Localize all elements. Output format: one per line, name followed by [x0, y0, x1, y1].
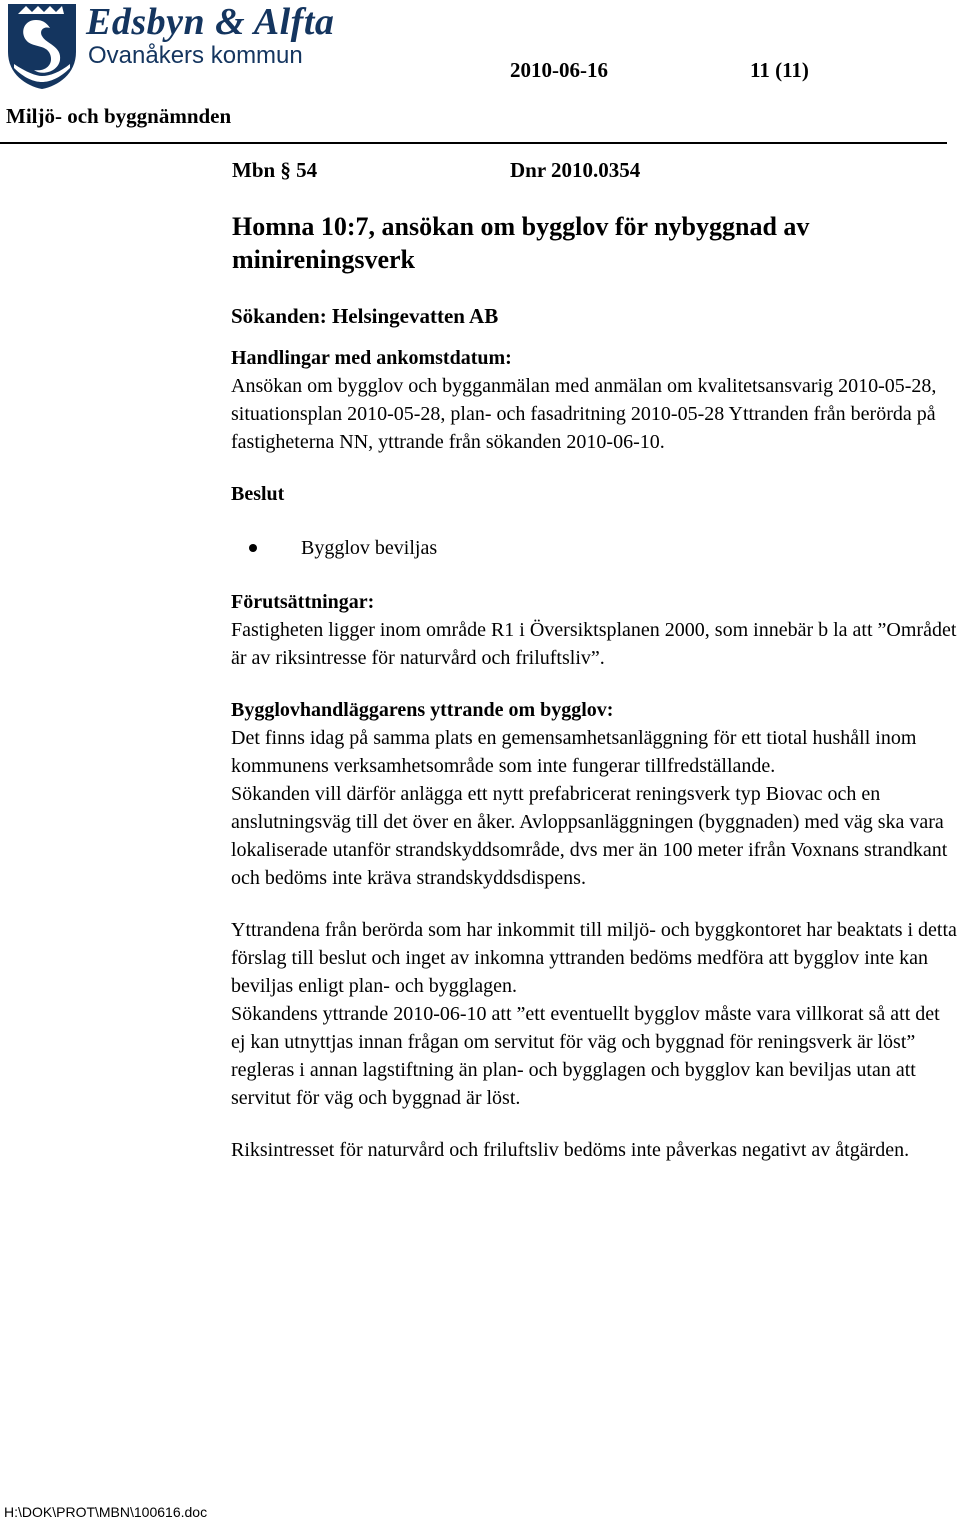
officer-paragraph-3: Yttrandena från berörda som har inkommit till miljö- och byggkontoret har beaktats i detta förslag till beslut och inget av inkomna yttranden bedöms medföra att bygglov inte kan beviljas enligt plan- och bygglagen. — [231, 919, 957, 997]
bullet-icon — [249, 544, 257, 552]
municipal-coat-of-arms-icon — [6, 2, 78, 90]
officer-heading: Bygglovhandläggarens yttrande om bygglov: — [231, 699, 614, 721]
decision-text: Bygglov beviljas — [301, 537, 438, 559]
decision-heading: Beslut — [231, 483, 285, 505]
applicant: Sökanden: Helsingevatten AB — [231, 304, 499, 328]
registration-number: Dnr 2010.0354 — [510, 158, 641, 182]
page-number: 11 (11) — [750, 58, 809, 82]
decision-bullet — [249, 534, 959, 562]
conditions-heading: Förutsättningar: — [231, 591, 375, 613]
paragraph-number: Mbn § 54 — [232, 158, 318, 182]
documents-text: Ansökan om bygglov och bygganmälan med anmälan om kvalitetsansvarig 2010-05-28, situationsplan 2010-05-28, plan- och fasadritning 2010-05-28 Yttranden från berörda på fastigheterna NN, yttrande från sökanden 2010-06-10. — [231, 375, 937, 453]
officer-paragraph-1: Det finns idag på samma plats en gemensamhetsanläggning för ett tiotal hushåll inom kommunens verksamhetsområde som inte fungerar tillfredställande. — [231, 727, 917, 777]
case-title: Homna 10:7, ansökan om bygglov för nybyggnad av minireningsverk — [232, 212, 810, 274]
officer-paragraph-4: Sökandens yttrande 2010-06-10 att ”ett eventuellt bygglov måste vara villkorat så att det ej kan utnyttjas innan frågan om servitut för väg och byggnad för reningsverk är löst” regleras i annan lagstiftning än plan- och bygglagen och bygglov kan beviljas utan att servitut för väg och byggnad är löst. — [231, 1003, 940, 1109]
file-path: H:\DOK\PROT\MBN\100616.doc — [4, 1504, 208, 1520]
document-date: 2010-06-16 — [510, 58, 608, 82]
conditions-text: Fastigheten ligger inom område R1 i Översiktsplanen 2000, som innebär b la att ”Området är av riksintresse för naturvård och friluftsliv”. — [231, 619, 957, 669]
document-body — [231, 302, 959, 1164]
documents-heading: Handlingar med ankomstdatum: — [231, 347, 512, 369]
brand-subtitle: Ovanåkers kommun — [88, 42, 303, 69]
brand-title: Edsbyn & Alfta — [86, 1, 335, 43]
committee-name: Miljö- och byggnämnden — [6, 104, 232, 128]
officer-paragraph-5: Riksintresset för naturvård och friluftsliv bedöms inte påverkas negativt av åtgärden. — [231, 1139, 910, 1161]
header-divider — [0, 142, 947, 144]
officer-paragraph-2: Sökanden vill därför anlägga ett nytt prefabricerat reningsverk typ Biovac och en anslutningsväg till det över en åker. Avloppsanläggningen (byggnaden) med väg ska vara lokaliserade utanför strandskyddsområde, dvs mer än 100 meter ifrån Voxnans strandkant och bedöms inte kräva strandskyddsdispens. — [231, 783, 948, 889]
